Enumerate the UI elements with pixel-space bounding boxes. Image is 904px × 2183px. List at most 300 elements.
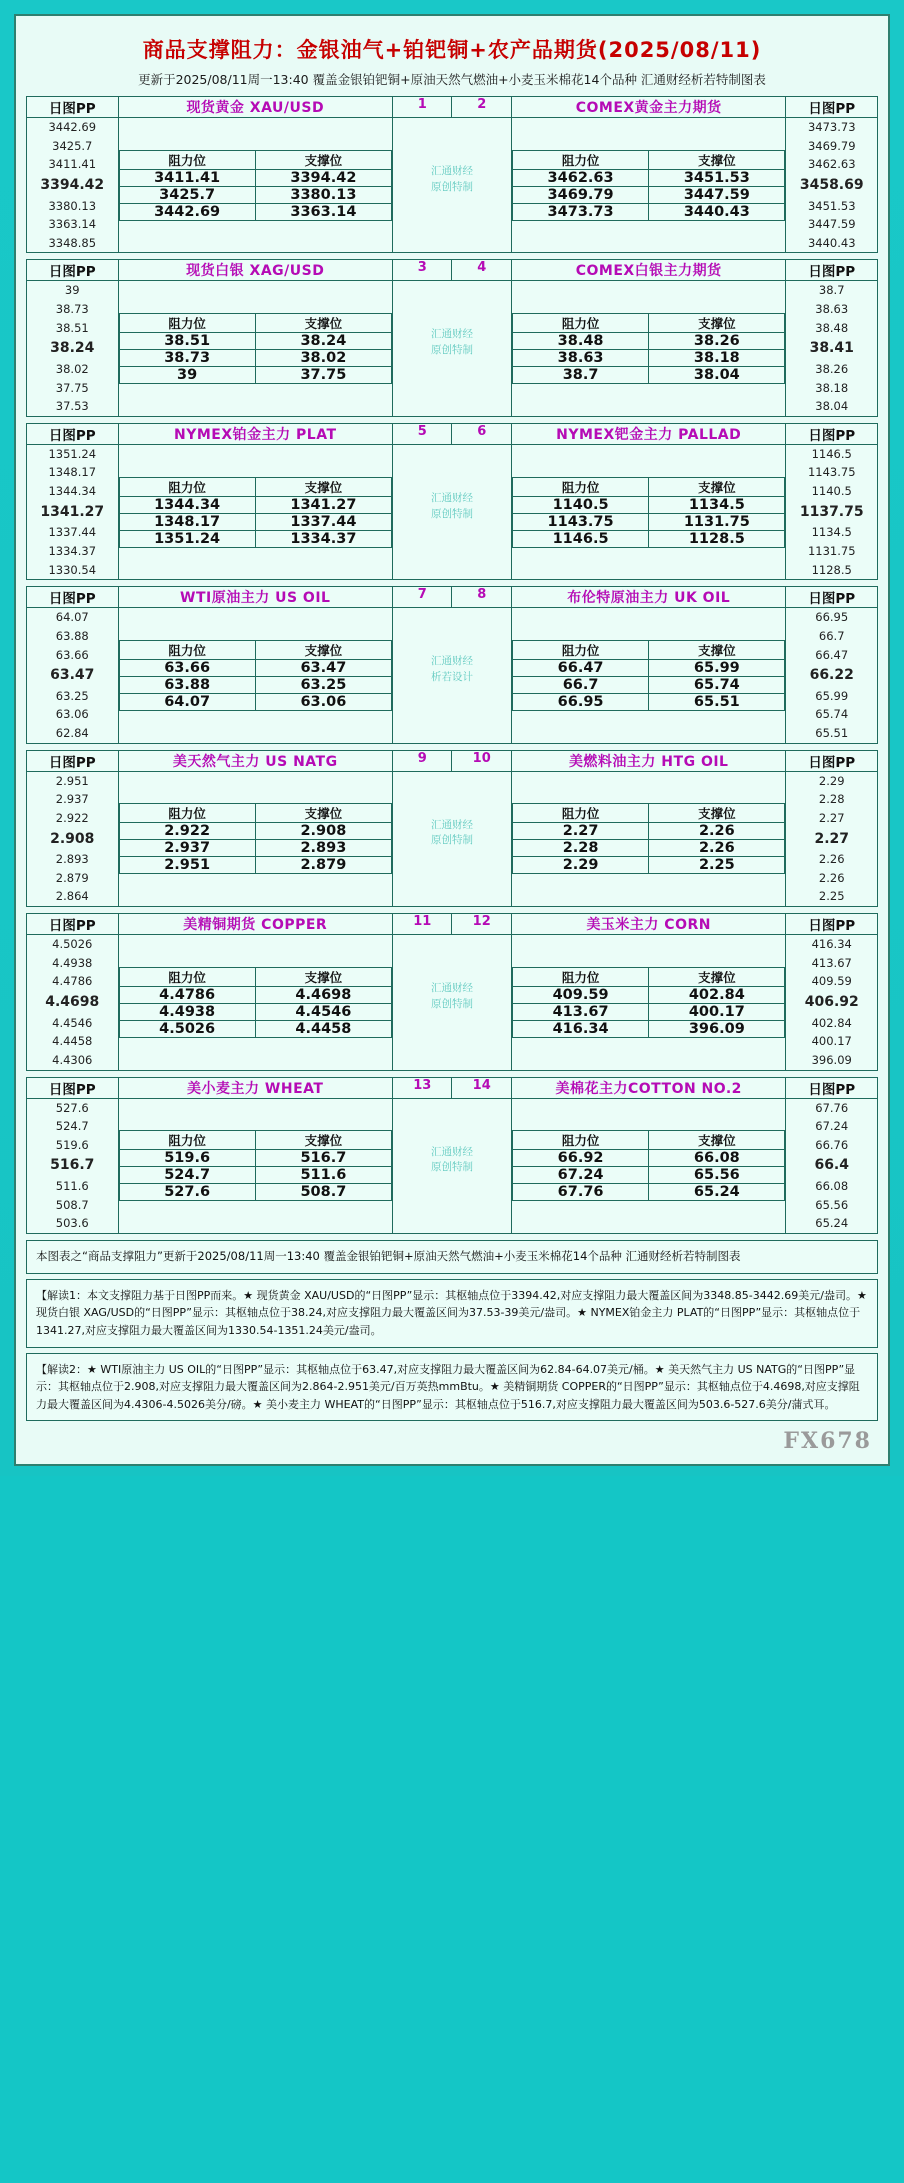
right-levels-cell [511, 935, 786, 1070]
pp-value: 38.51 [55, 320, 89, 335]
pp-values-column [27, 1098, 119, 1233]
right-pp-header: 日图PP [786, 423, 878, 444]
resistance-value: 2.29 [512, 857, 648, 874]
pp-value: 38.18 [815, 380, 849, 395]
pp-value: 409.59 [811, 974, 852, 989]
level-row [512, 496, 785, 513]
support-header: 支撑位 [649, 967, 785, 986]
instrument-block [26, 259, 878, 416]
level-row [119, 823, 392, 840]
level-row [512, 823, 785, 840]
pp-value: 65.24 [815, 1216, 849, 1231]
level-row [119, 530, 392, 547]
resistance-value: 39 [119, 367, 255, 384]
left-pp-header: 日图PP [27, 260, 119, 281]
pp-value: 4.4698 [45, 993, 100, 1010]
level-row [512, 659, 785, 676]
pp-value: 508.7 [55, 1197, 89, 1212]
instrument-block [26, 586, 878, 743]
pp-value: 66.08 [815, 1179, 849, 1194]
right-index-number: 6 [452, 423, 511, 444]
support-value: 1337.44 [255, 513, 391, 530]
pp-value: 1146.5 [811, 446, 852, 461]
level-row [119, 333, 392, 350]
pp-value: 406.92 [804, 993, 859, 1010]
pp-value: 2.25 [818, 889, 845, 904]
support-value: 65.51 [649, 693, 785, 710]
left-pp-header: 日图PP [27, 587, 119, 608]
watermark-text: 汇通财经 原创特制 [430, 328, 473, 357]
level-row [119, 1150, 392, 1167]
support-header: 支撑位 [255, 804, 391, 823]
support-value: 38.18 [649, 350, 785, 367]
watermark-text: 汇通财经 析若设计 [430, 655, 473, 684]
level-row [119, 1020, 392, 1037]
resistance-header: 阻力位 [119, 640, 255, 659]
pp-value: 402.84 [811, 1015, 852, 1030]
pp-values-column [27, 771, 119, 906]
pp-value: 62.84 [55, 726, 89, 741]
level-row [512, 986, 785, 1003]
watermark-cell [393, 444, 512, 579]
right-levels-cell [511, 281, 786, 416]
pp-value: 38.48 [815, 320, 849, 335]
right-levels-cell [511, 444, 786, 579]
level-row [512, 513, 785, 530]
pp-value: 2.29 [818, 773, 845, 788]
right-pp-header: 日图PP [786, 914, 878, 935]
support-value: 3363.14 [255, 203, 391, 220]
level-row [119, 169, 392, 186]
right-instrument-name: COMEX白银主力期货 [511, 260, 786, 281]
right-levels-table [512, 1130, 786, 1201]
left-levels-cell [118, 608, 393, 743]
support-value: 3380.13 [255, 186, 391, 203]
level-row [512, 203, 785, 220]
pp-value: 3442.69 [48, 120, 97, 134]
level-row [119, 350, 392, 367]
pp-value: 4.4458 [52, 1034, 93, 1049]
pp-value: 66.76 [815, 1137, 849, 1152]
left-levels-table [119, 640, 393, 711]
left-pp-header: 日图PP [27, 97, 119, 118]
pp-value: 1131.75 [807, 544, 856, 559]
support-value: 3451.53 [649, 169, 785, 186]
left-levels-cell [118, 1098, 393, 1233]
right-instrument-name: 美玉米主力 CORN [511, 914, 786, 935]
level-row [119, 659, 392, 676]
level-row [512, 1150, 785, 1167]
left-instrument-name: 现货黄金 XAU/USD [118, 97, 393, 118]
pp-value: 1341.27 [40, 503, 105, 520]
pp-value: 1334.37 [48, 544, 97, 559]
resistance-header: 阻力位 [119, 150, 255, 169]
resistance-value: 1143.75 [512, 513, 648, 530]
right-index-number: 10 [452, 750, 511, 771]
right-levels-cell [511, 608, 786, 743]
left-levels-cell [118, 444, 393, 579]
left-levels-cell [118, 935, 393, 1070]
level-row [512, 840, 785, 857]
support-value: 1128.5 [649, 530, 785, 547]
right-levels-table [512, 477, 786, 548]
pp-value: 4.4546 [52, 1015, 93, 1030]
pp-value: 3447.59 [807, 217, 856, 232]
resistance-value: 38.51 [119, 333, 255, 350]
pp-value: 63.06 [55, 707, 89, 722]
left-instrument-name: 美精铜期货 COPPER [118, 914, 393, 935]
resistance-header: 阻力位 [119, 314, 255, 333]
blocks-container [26, 96, 878, 1234]
level-row [512, 1020, 785, 1037]
support-value: 63.06 [255, 693, 391, 710]
level-row [512, 1167, 785, 1184]
support-value: 3394.42 [255, 169, 391, 186]
support-value: 516.7 [255, 1150, 391, 1167]
support-value: 37.75 [255, 367, 391, 384]
right-instrument-name: COMEX黄金主力期货 [511, 97, 786, 118]
right-pp-header: 日图PP [786, 1077, 878, 1098]
instrument-block [26, 750, 878, 907]
level-row [512, 693, 785, 710]
resistance-value: 1348.17 [119, 513, 255, 530]
pp-value: 3363.14 [48, 217, 97, 232]
pp-value: 3380.13 [48, 198, 97, 213]
pp-value: 67.24 [815, 1119, 849, 1134]
instrument-block [26, 96, 878, 253]
watermark-cell [393, 118, 512, 253]
support-value: 400.17 [649, 1003, 785, 1020]
support-value: 4.4698 [255, 986, 391, 1003]
watermark-text: 汇通财经 原创特制 [430, 818, 473, 847]
pp-value: 3469.79 [807, 138, 856, 153]
pp-value: 39 [64, 283, 80, 298]
left-index-number: 3 [393, 260, 452, 281]
pp-value: 516.7 [50, 1157, 95, 1174]
pp-value: 2.937 [55, 792, 89, 807]
resistance-value: 4.4786 [119, 986, 255, 1003]
pp-value: 416.34 [811, 937, 852, 952]
support-value: 63.25 [255, 676, 391, 693]
level-row [512, 530, 785, 547]
support-value: 1341.27 [255, 496, 391, 513]
support-value: 65.56 [649, 1167, 785, 1184]
pp-value: 3411.41 [48, 157, 97, 172]
right-levels-table [512, 967, 786, 1038]
pp-value: 2.908 [50, 830, 95, 847]
left-pp-header: 日图PP [27, 1077, 119, 1098]
support-value: 2.908 [255, 823, 391, 840]
level-row [119, 1184, 392, 1201]
left-levels-cell [118, 118, 393, 253]
resistance-value: 66.92 [512, 1150, 648, 1167]
support-header: 支撑位 [649, 640, 785, 659]
support-header: 支撑位 [649, 477, 785, 496]
watermark-text: 汇通财经 原创特制 [430, 982, 473, 1010]
pp-value: 66.4 [814, 1157, 849, 1174]
resistance-value: 416.34 [512, 1020, 648, 1037]
left-levels-table [119, 1130, 393, 1201]
support-value: 65.24 [649, 1184, 785, 1201]
page-title: 商品支撑阻力：金银油气+铂钯铜+农产品期货(2025/08/11) [142, 38, 762, 62]
pp-value: 3458.69 [799, 176, 864, 193]
left-index-number: 11 [393, 914, 452, 935]
watermark-corner: FX678 [783, 1428, 872, 1455]
support-value: 66.08 [649, 1150, 785, 1167]
pp-value: 503.6 [55, 1216, 89, 1231]
watermark-cell [393, 771, 512, 906]
support-value: 511.6 [255, 1167, 391, 1184]
pp-value: 2.27 [814, 830, 849, 847]
resistance-header: 阻力位 [119, 1131, 255, 1150]
pp-value: 519.6 [55, 1137, 89, 1152]
pp-value: 3473.73 [807, 120, 856, 134]
level-row [119, 1167, 392, 1184]
support-header: 支撑位 [255, 1131, 391, 1150]
pp-value: 1134.5 [811, 525, 852, 540]
pp-value: 2.864 [55, 889, 89, 904]
pp-value: 3348.85 [48, 235, 97, 250]
resistance-value: 1344.34 [119, 496, 255, 513]
resistance-value: 3442.69 [119, 203, 255, 220]
right-index-number: 2 [452, 97, 511, 118]
resistance-value: 63.88 [119, 676, 255, 693]
resistance-value: 527.6 [119, 1184, 255, 1201]
pp-value: 511.6 [55, 1179, 89, 1194]
level-row [119, 513, 392, 530]
footer-note: 本图表之“商品支撑阻力”更新于2025/08/11周一13:40 覆盖金银铂钯铜+原油天然气燃油+小麦玉米棉花14个品种 汇通财经析若特制图表 [26, 1240, 878, 1274]
support-value: 1134.5 [649, 496, 785, 513]
pp-value: 1128.5 [811, 562, 852, 577]
pp-values-column [27, 935, 119, 1070]
pp-value: 38.26 [815, 361, 849, 376]
report-sheet [14, 14, 890, 1466]
right-levels-table [512, 313, 786, 384]
pp-values-column [786, 281, 878, 416]
pp-value: 413.67 [811, 955, 852, 970]
left-levels-cell [118, 771, 393, 906]
level-row [119, 693, 392, 710]
support-value: 3447.59 [649, 186, 785, 203]
resistance-header: 阻力位 [512, 1131, 648, 1150]
pp-value: 38.7 [818, 283, 845, 298]
resistance-header: 阻力位 [512, 640, 648, 659]
resistance-header: 阻力位 [512, 967, 648, 986]
pp-value: 2.26 [818, 870, 845, 885]
level-row [119, 676, 392, 693]
pp-value: 2.922 [55, 810, 89, 825]
watermark-text: 汇通财经 原创特制 [430, 491, 473, 520]
level-row [119, 496, 392, 513]
resistance-value: 2.27 [512, 823, 648, 840]
left-instrument-name: WTI原油主力 US OIL [118, 587, 393, 608]
pp-values-column [786, 118, 878, 253]
pp-values-column [27, 281, 119, 416]
left-levels-table [119, 477, 393, 548]
left-pp-header: 日图PP [27, 423, 119, 444]
pp-value: 37.53 [55, 399, 89, 414]
resistance-value: 67.24 [512, 1167, 648, 1184]
pp-value: 38.73 [55, 302, 89, 317]
support-value: 2.26 [649, 823, 785, 840]
pp-value: 38.24 [50, 340, 95, 357]
right-levels-cell [511, 118, 786, 253]
pp-value: 2.27 [818, 810, 845, 825]
pp-values-column [786, 771, 878, 906]
left-levels-table [119, 150, 393, 221]
pp-value: 66.95 [815, 610, 849, 625]
right-instrument-name: 布伦特原油主力 UK OIL [511, 587, 786, 608]
support-value: 65.74 [649, 676, 785, 693]
resistance-value: 1351.24 [119, 530, 255, 547]
pp-value: 4.5026 [52, 937, 93, 952]
support-header: 支撑位 [255, 477, 391, 496]
left-instrument-name: NYMEX铂金主力 PLAT [118, 423, 393, 444]
support-value: 63.47 [255, 659, 391, 676]
resistance-value: 66.47 [512, 659, 648, 676]
resistance-value: 38.63 [512, 350, 648, 367]
pp-value: 524.7 [55, 1119, 89, 1134]
support-header: 支撑位 [255, 150, 391, 169]
pp-value: 37.75 [55, 380, 89, 395]
left-instrument-name: 现货白银 XAG/USD [118, 260, 393, 281]
resistance-value: 3462.63 [512, 169, 648, 186]
pp-value: 66.7 [818, 628, 845, 643]
resistance-header: 阻力位 [512, 804, 648, 823]
pp-value: 3425.7 [52, 138, 93, 153]
right-pp-header: 日图PP [786, 97, 878, 118]
pp-value: 63.66 [55, 647, 89, 662]
pp-values-column [786, 935, 878, 1070]
left-levels-table [119, 967, 393, 1038]
level-row [512, 367, 785, 384]
resistance-value: 3469.79 [512, 186, 648, 203]
pp-value: 1348.17 [48, 465, 97, 480]
left-index-number: 13 [393, 1077, 452, 1098]
pp-value: 65.56 [815, 1197, 849, 1212]
support-value: 38.26 [649, 333, 785, 350]
resistance-header: 阻力位 [512, 477, 648, 496]
resistance-value: 3425.7 [119, 186, 255, 203]
page-subtitle: 更新于2025/08/11周一13:40 覆盖金银铂钯铜+原油天然气燃油+小麦玉米棉花14个品种 汇通财经析若特制图表 [138, 72, 766, 87]
support-header: 支撑位 [255, 967, 391, 986]
support-value: 2.879 [255, 857, 391, 874]
support-value: 2.893 [255, 840, 391, 857]
pp-values-column [786, 608, 878, 743]
level-row [119, 186, 392, 203]
left-index-number: 7 [393, 587, 452, 608]
resistance-value: 524.7 [119, 1167, 255, 1184]
support-value: 1131.75 [649, 513, 785, 530]
right-levels-table [512, 150, 786, 221]
level-row [512, 186, 785, 203]
right-pp-header: 日图PP [786, 587, 878, 608]
pp-value: 1140.5 [811, 484, 852, 499]
watermark-text: 汇通财经 原创特制 [430, 165, 473, 193]
resistance-value: 2.951 [119, 857, 255, 874]
pp-value: 1351.24 [48, 446, 97, 461]
level-row [119, 857, 392, 874]
right-levels-cell [511, 771, 786, 906]
resistance-value: 413.67 [512, 1003, 648, 1020]
right-instrument-name: NYMEX钯金主力 PALLAD [511, 423, 786, 444]
pp-value: 1337.44 [48, 525, 97, 540]
support-value: 38.04 [649, 367, 785, 384]
left-instrument-name: 美小麦主力 WHEAT [118, 1077, 393, 1098]
left-levels-table [119, 313, 393, 384]
instrument-block [26, 913, 878, 1070]
left-levels-cell [118, 281, 393, 416]
resistance-value: 409.59 [512, 986, 648, 1003]
resistance-value: 2.28 [512, 840, 648, 857]
watermark-text: 汇通财经 原创特制 [430, 1145, 473, 1174]
right-instrument-name: 美棉花主力COTTON NO.2 [511, 1077, 786, 1098]
pp-values-column [27, 444, 119, 579]
pp-value: 66.22 [809, 667, 854, 684]
right-instrument-name: 美燃料油主力 HTG OIL [511, 750, 786, 771]
level-row [119, 986, 392, 1003]
instrument-block [26, 1077, 878, 1234]
level-row [512, 333, 785, 350]
watermark-cell [393, 608, 512, 743]
support-value: 65.99 [649, 659, 785, 676]
support-value: 2.25 [649, 857, 785, 874]
pp-values-column [27, 608, 119, 743]
right-levels-table [512, 803, 786, 874]
left-index-number: 9 [393, 750, 452, 771]
pp-value: 4.4938 [52, 955, 93, 970]
pp-value: 63.47 [50, 667, 95, 684]
left-levels-table [119, 803, 393, 874]
level-row [119, 1003, 392, 1020]
resistance-value: 3473.73 [512, 203, 648, 220]
pp-value: 1143.75 [807, 465, 856, 480]
right-index-number: 8 [452, 587, 511, 608]
support-value: 38.02 [255, 350, 391, 367]
pp-value: 38.02 [55, 361, 89, 376]
resistance-value: 66.7 [512, 676, 648, 693]
pp-value: 63.88 [55, 628, 89, 643]
pp-value: 65.99 [815, 688, 849, 703]
support-header: 支撑位 [649, 150, 785, 169]
pp-value: 4.4786 [52, 974, 93, 989]
reading-note-1: 【解读1：本文支撑阻力基于日图PP而来。★ 现货黄金 XAU/USD的“日图PP”显示：其枢轴点位于3394.42,对应支撑阻力最大覆盖区间为3348.85-3442.69美元/盎司。★ 现货白银 XAG/USD的“日图PP”显示：其枢轴点位于38.24,对应支撑阻力最大覆盖区间为37.53-39美元/盎司。★ NYMEX铂金主力 PLAT的“日图PP”显示：其枢轴点位于1341.27,对应支撑阻力最大覆盖区间为1330.54-1351.24美元/盎司。 [26, 1279, 878, 1348]
support-value: 1334.37 [255, 530, 391, 547]
resistance-header: 阻力位 [119, 477, 255, 496]
level-row [512, 676, 785, 693]
pp-value: 400.17 [811, 1034, 852, 1049]
watermark-cell [393, 1098, 512, 1233]
support-header: 支撑位 [649, 1131, 785, 1150]
pp-value: 63.25 [55, 688, 89, 703]
reading-note-2: 【解读2：★ WTI原油主力 US OIL的“日图PP”显示：其枢轴点位于63.47,对应支撑阻力最大覆盖区间为62.84-64.07美元/桶。★ 美天然气主力 US NATG的“日图PP”显示：其枢轴点位于2.908,对应支撑阻力最大覆盖区间为2.864-2.951美元/百万英热mmBtu。★ 美精铜期货 COPPER的“日图PP”显示：其枢轴点位于4.4698,对应支撑阻力最大覆盖区间为4.4306-4.5026美分/磅。★ 美小麦主力 WHEAT的“日图PP”显示：其枢轴点位于516.7,对应支撑阻力最大覆盖区间为503.6-527.6美分/蒲式耳。 [26, 1353, 878, 1422]
resistance-value: 519.6 [119, 1150, 255, 1167]
resistance-value: 1140.5 [512, 496, 648, 513]
pp-value: 2.26 [818, 852, 845, 867]
support-value: 4.4546 [255, 1003, 391, 1020]
pp-value: 2.879 [55, 870, 89, 885]
pp-value: 65.74 [815, 707, 849, 722]
pp-value: 396.09 [811, 1052, 852, 1067]
support-value: 38.24 [255, 333, 391, 350]
support-value: 4.4458 [255, 1020, 391, 1037]
right-index-number: 12 [452, 914, 511, 935]
level-row [512, 350, 785, 367]
support-value: 402.84 [649, 986, 785, 1003]
watermark-cell [393, 935, 512, 1070]
support-header: 支撑位 [649, 804, 785, 823]
resistance-value: 2.922 [119, 823, 255, 840]
